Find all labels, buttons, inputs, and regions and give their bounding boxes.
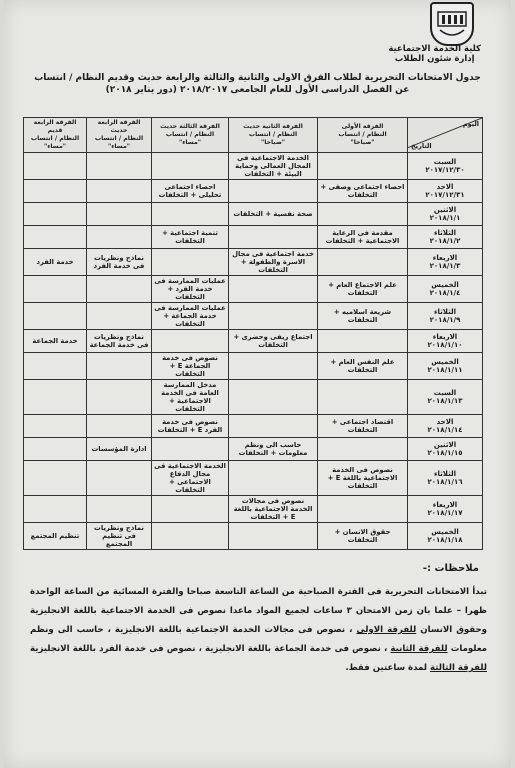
subject-cell: مقدمة فى الرعاية الاجتماعية + التخلفات <box>318 226 408 249</box>
subject-cell: نماذج ونظريات فى تنظيم المجتمع <box>87 523 152 550</box>
day-name: الاثنين <box>433 206 457 214</box>
notes-text: ، نصوص فى خدمة الجماعة باللغة الانجليزية ، نصوص فى خدمة الفرد باللغة الانجليزية <box>30 644 388 654</box>
column-header-line: النظام / انتساب <box>338 131 387 138</box>
subject-cell: نماذج ونظريات فى خدمة الجماعة <box>87 330 152 353</box>
exam-date: ٢٠١٨/١/١٠ <box>427 341 463 349</box>
table-row <box>24 496 483 523</box>
subject-cell <box>229 461 318 496</box>
subject-cell <box>24 203 87 226</box>
table-row <box>24 249 483 276</box>
subject-cell <box>24 276 87 303</box>
day-name: الثلاثاء <box>433 470 457 478</box>
subject-cell <box>24 153 87 180</box>
subject-cell <box>229 303 318 330</box>
faculty-logo-icon <box>432 4 472 44</box>
exam-date: ٢٠١٨/١/٩ <box>429 316 461 324</box>
table-row <box>24 226 483 249</box>
subject-cell <box>318 496 408 523</box>
day-name: الاحد <box>436 183 454 191</box>
subject-cell <box>87 353 152 380</box>
column-header-line: الفرقة الرابعة حديث <box>97 119 141 134</box>
subject-cell <box>318 153 408 180</box>
day-name: الخميس <box>431 358 459 366</box>
subject-cell <box>24 496 87 523</box>
notes-first-year: للفرقة الاولى <box>356 625 417 635</box>
day-name: الاحد <box>436 418 454 426</box>
notes-paragraph <box>30 583 487 678</box>
subject-cell <box>229 523 318 550</box>
subject-cell: ادارة المؤسسات <box>87 438 152 461</box>
subject-cell <box>87 496 152 523</box>
exam-date: ٢٠١٨/١/١ <box>429 214 461 222</box>
day-name: الاربعاء <box>432 254 458 262</box>
column-header <box>229 118 318 153</box>
table-row <box>24 353 483 380</box>
notes-second-year: للفرقة الثانية <box>390 644 448 654</box>
subject-cell <box>24 438 87 461</box>
day-date-cell <box>408 461 483 496</box>
subject-cell <box>87 276 152 303</box>
subject-cell: اجتماع ريفى وحضرى + التخلفات <box>229 330 318 353</box>
column-header-line: النظام / انتساب <box>165 131 215 138</box>
corner-day-label: اليوم <box>462 120 479 128</box>
table-row <box>24 276 483 303</box>
exam-date: ٢٠١٨/١/١١ <box>427 366 463 374</box>
subject-cell: خدمة الجماعة <box>24 330 87 353</box>
day-name: الثلاثاء <box>433 229 457 237</box>
day-date-cell <box>408 415 483 438</box>
subject-cell <box>229 276 318 303</box>
subject-cell: حاسب الى ونظم معلومات + التخلفات <box>229 438 318 461</box>
subject-cell <box>318 330 408 353</box>
subject-cell <box>152 330 229 353</box>
subject-cell <box>318 438 408 461</box>
subject-cell <box>87 153 152 180</box>
org-line-department: إدارة شئون الطلاب <box>394 54 475 64</box>
subject-cell <box>318 203 408 226</box>
exam-date: ٢٠١٨/١/٤ <box>429 289 461 297</box>
subject-cell: الخدمة الاجتماعية فى المجال العمالى وحماية البيئة + التخلفات <box>229 153 318 180</box>
notes-third-year: للفرقة الثالثة <box>430 663 487 673</box>
column-header-line: "مساء" <box>178 139 202 146</box>
subject-cell: تنمية اجتماعية + التخلفات <box>152 226 229 249</box>
column-header <box>318 118 408 153</box>
table-row <box>24 330 483 353</box>
day-name: الاثنين <box>433 441 457 449</box>
subject-cell: علم النفس العام + التخلفات <box>318 353 408 380</box>
notes-text: تبدأ الامتحانات التحريرية فى الفترة الصباحية من الساعة التاسعة صباحا والفترة المسائية من الساعة الواحدة ظهرا – علما بان زمن الامتحان ٣ ساعات لجميع المواد ماعدا نصوص فى الخدمة الاجتماعية باللغة الانجليزية وحقوق الانسان <box>30 587 487 635</box>
column-header-line: الفرقة الثانية حديث <box>243 123 303 130</box>
notes-text: ، نصوص فى مجالات الخدمة الاجتماعية باللغة الانجليزية ، حاسب الى ونظم معلومات <box>30 625 487 654</box>
corner-header-cell <box>408 118 483 153</box>
column-header <box>24 118 87 153</box>
subject-cell <box>87 415 152 438</box>
exam-schedule-table <box>23 117 483 550</box>
column-header <box>87 118 152 153</box>
schedule-body <box>24 153 483 550</box>
table-row <box>24 523 483 550</box>
subject-cell <box>87 461 152 496</box>
day-name: الخميس <box>431 528 459 536</box>
day-name: الاربعاء <box>432 501 458 509</box>
subject-cell <box>24 353 87 380</box>
subject-cell <box>87 303 152 330</box>
subject-cell <box>24 303 87 330</box>
subject-cell: الخدمة الاجتماعية فى مجال الدفاع الاجتماعى + التخلفات <box>152 461 229 496</box>
column-header-line: النظام / انتساب <box>248 131 298 138</box>
subject-cell <box>24 461 87 496</box>
day-date-cell <box>408 353 483 380</box>
subject-cell <box>152 523 229 550</box>
column-header-line: "صباحا" <box>260 139 286 146</box>
subject-cell: نصوص فى خدمة الفرد E + التخلفات <box>152 415 229 438</box>
table-row <box>24 415 483 438</box>
exam-date: ٢٠١٨/١/٣ <box>429 262 461 270</box>
document-title <box>24 72 491 96</box>
subject-cell: نصوص فى مجالات الخدمة الاجتماعية باللغة E + التخلفات <box>229 496 318 523</box>
day-date-cell <box>408 523 483 550</box>
day-date-cell <box>408 226 483 249</box>
column-header-line: النظام / انتساب <box>94 135 144 142</box>
title-line-1: جدول الامتحانات التحريرية لطلاب الفرق الاولى والثانية والثالثة والرابعة حديث وقديم النظام / انتساب <box>34 73 481 83</box>
day-name: الثلاثاء <box>433 308 457 316</box>
exam-date: ٢٠١٨/١/١٣ <box>427 397 463 405</box>
subject-cell: مدخل الممارسة العامة فى الخدمة الاجتماعية + التخلفات <box>152 380 229 415</box>
exam-date: ٢٠١٨/١/١٦ <box>427 478 463 486</box>
subject-cell: احصاء اجتماعى وصفى + التخلفات <box>318 180 408 203</box>
exam-date: ٢٠١٨/١/١٥ <box>427 449 463 457</box>
subject-cell <box>152 249 229 276</box>
table-row <box>24 203 483 226</box>
day-date-cell <box>408 180 483 203</box>
table-row <box>24 303 483 330</box>
organization-header <box>388 44 481 64</box>
column-header-line: الفرقة الثالثة حديث <box>160 123 220 130</box>
column-header-line: النظام / انتساب <box>30 135 80 142</box>
exam-date: ٢٠١٨/١/١٤ <box>427 426 463 434</box>
table-row <box>24 153 483 180</box>
day-date-cell <box>408 249 483 276</box>
subject-cell: عمليات الممارسة فى خدمة الجماعة + التخلفات <box>152 303 229 330</box>
subject-cell: نماذج ونظريات فى خدمة الفرد <box>87 249 152 276</box>
day-name: السبت <box>433 389 457 397</box>
subject-cell <box>318 380 408 415</box>
subject-cell <box>152 153 229 180</box>
subject-cell <box>24 180 87 203</box>
subject-cell <box>24 226 87 249</box>
subject-cell <box>24 415 87 438</box>
column-header-line: "مساء" <box>43 143 67 150</box>
faculty-logo <box>430 2 474 46</box>
column-header-line: "صباحا" <box>350 139 375 146</box>
subject-cell <box>87 380 152 415</box>
corner-date-label: التاريخ <box>411 142 432 150</box>
subject-cell <box>152 496 229 523</box>
column-header-line: "مساء" <box>107 143 131 150</box>
subject-cell: علم الاجتماع العام + التخلفات <box>318 276 408 303</box>
exam-date: ٢٠١٨/١/١٧ <box>427 509 463 517</box>
table-row <box>24 180 483 203</box>
day-name: السبت <box>433 158 457 166</box>
day-date-cell <box>408 276 483 303</box>
notes-body <box>30 583 487 678</box>
subject-cell: نصوص فى خدمة الجماعة E + التخلفات <box>152 353 229 380</box>
table-row <box>24 438 483 461</box>
column-header <box>152 118 229 153</box>
subject-cell: صحة نفسية + التخلفات <box>229 203 318 226</box>
day-date-cell <box>408 330 483 353</box>
subject-cell <box>229 380 318 415</box>
subject-cell: تنظيم المجتمع <box>24 523 87 550</box>
subject-cell <box>24 380 87 415</box>
subject-cell: عمليات الممارسة فى خدمة الفرد + التخلفات <box>152 276 229 303</box>
exam-date: ٢٠١٧/١٢/٣١ <box>425 191 465 199</box>
subject-cell <box>152 203 229 226</box>
day-date-cell <box>408 380 483 415</box>
day-date-cell <box>408 303 483 330</box>
table-row <box>24 461 483 496</box>
subject-cell <box>87 203 152 226</box>
subject-cell: احصاء اجتماعى تحليلى + التخلفات <box>152 180 229 203</box>
subject-cell <box>318 249 408 276</box>
day-date-cell <box>408 153 483 180</box>
column-header-line: الفرقة الأولى <box>341 123 384 130</box>
document-page <box>4 0 511 768</box>
subject-cell <box>229 226 318 249</box>
table-header-row <box>24 118 483 153</box>
subject-cell <box>87 180 152 203</box>
table-row <box>24 380 483 415</box>
subject-cell: شريعة اسلاميه + التخلفات <box>318 303 408 330</box>
day-date-cell <box>408 438 483 461</box>
notes-heading: ملاحظات :- <box>422 563 479 574</box>
exam-date: ٢٠١٨/١/١٨ <box>427 536 463 544</box>
title-line-2: عن الفصل الدراسى الأول للعام الجامعى ٢٠١٨/٢٠١٧ (دور يناير ٢٠١٨) <box>105 85 410 95</box>
notes-text: لمدة ساعتين فقط. <box>345 663 428 673</box>
subject-cell <box>229 415 318 438</box>
day-date-cell <box>408 496 483 523</box>
subject-cell <box>152 438 229 461</box>
day-name: الاربعاء <box>432 333 458 341</box>
exam-date: ٢٠١٧/١٢/٣٠ <box>425 166 465 174</box>
subject-cell <box>229 353 318 380</box>
subject-cell <box>229 180 318 203</box>
org-line-faculty: كلية الخدمة الاجتماعية <box>388 44 481 54</box>
subject-cell: حقوق الانسان + التخلفات <box>318 523 408 550</box>
subject-cell: اقتصاد اجتماعى + التخلفات <box>318 415 408 438</box>
column-header-line: الفرقة الرابعة قديم <box>33 119 77 134</box>
subject-cell <box>87 226 152 249</box>
day-name: الخميس <box>431 281 459 289</box>
exam-date: ٢٠١٨/١/٢ <box>429 237 461 245</box>
subject-cell: خدمة اجتماعية فى مجال الاسرة والطفولة + التخلفات <box>229 249 318 276</box>
subject-cell: نصوص فى الخدمة الاجتماعية باللغة E + التخلفات <box>318 461 408 496</box>
subject-cell: خدمة الفرد <box>24 249 87 276</box>
day-date-cell <box>408 203 483 226</box>
